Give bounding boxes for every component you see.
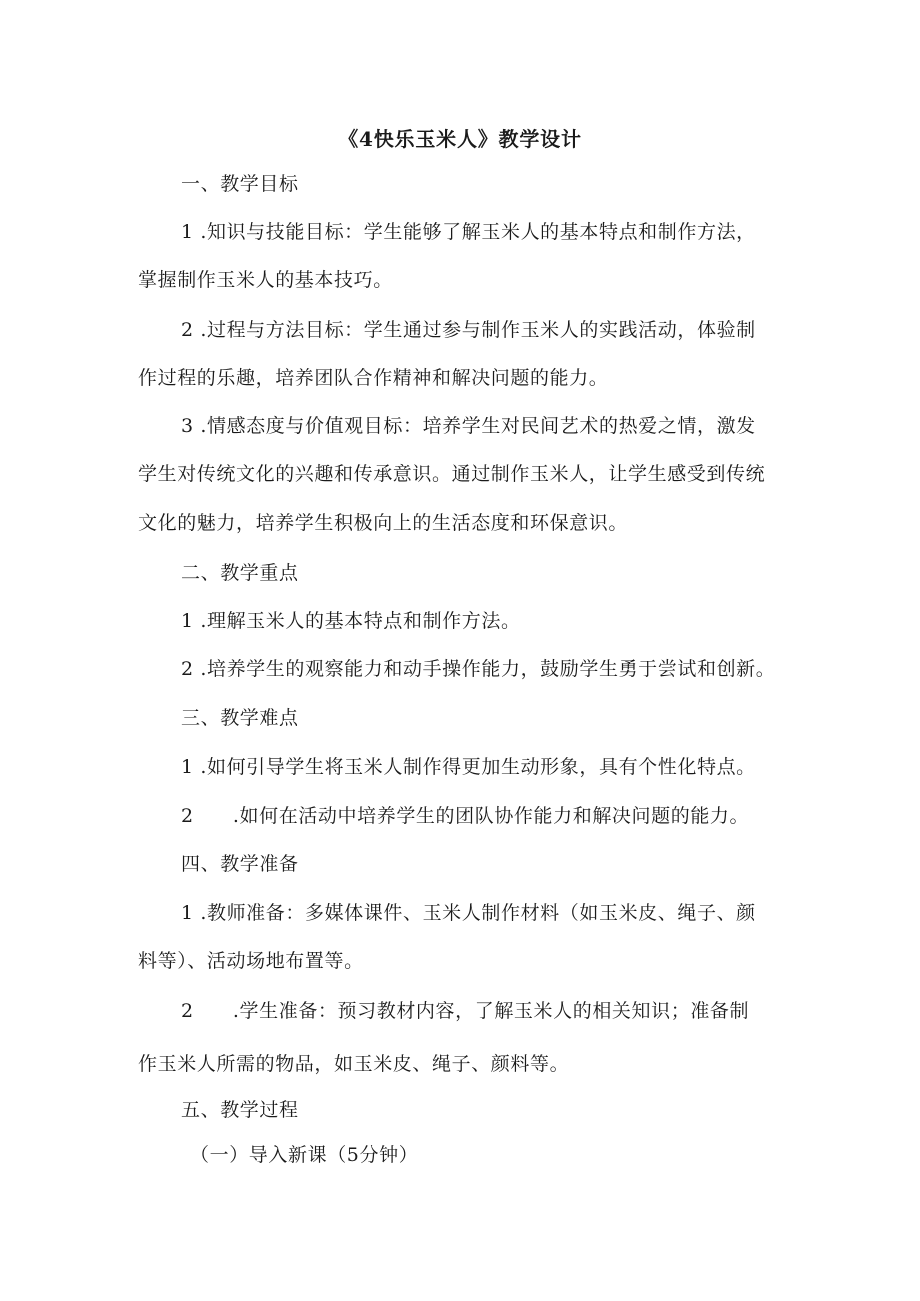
objective-3-line-3: 文化的魅力，培养学生积极向上的生活态度和环保意识。 [138,512,629,534]
difficulty-2: 2 .如何在活动中培养学生的团队协作能力和解决问题的能力。 [181,805,750,827]
key-point-2: 2 .培养学生的观察能力和动手操作能力，鼓励学生勇于尝试和创新。 [181,658,776,680]
section-heading-objectives: 一、教学目标 [181,173,299,195]
objective-2-line-2: 作过程的乐趣，培养团队合作精神和解决问题的能力。 [138,367,609,389]
document-title: 《4快乐玉米人》教学设计 [338,127,582,151]
section-heading-difficulties: 三、教学难点 [181,707,299,729]
preparation-1-line-2: 料等）、活动场地布置等。 [138,950,364,972]
objective-1-line-2: 掌握制作玉米人的基本技巧。 [138,269,393,291]
preparation-2-line-2: 作玉米人所需的物品，如玉米皮、绳子、颜料等。 [138,1053,570,1075]
section-heading-process: 五、教学过程 [181,1099,299,1121]
objective-1-line-1: 1 .知识与技能目标：学生能够了解玉米人的基本特点和制作方法， [181,221,756,243]
key-point-1: 1 .理解玉米人的基本特点和制作方法。 [181,610,521,632]
preparation-2-line-1: 2 .学生准备：预习教材内容，了解玉米人的相关知识；准备制 [181,1000,750,1022]
objective-3-line-2: 学生对传统文化的兴趣和传承意识。通过制作玉米人，让学生感受到传统 [138,463,766,485]
section-heading-preparation: 四、教学准备 [181,853,299,875]
difficulty-1: 1 .如何引导学生将玉米人制作得更加生动形象，具有个性化特点。 [181,756,756,778]
process-subheading-intro: （一）导入新课（5分钟） [190,1144,419,1166]
objective-3-line-1: 3 .情感态度与价值观目标：培养学生对民间艺术的热爱之情，激发 [181,415,756,437]
section-heading-key-points: 二、教学重点 [181,562,299,584]
objective-2-line-1: 2 .过程与方法目标：学生通过参与制作玉米人的实践活动，体验制 [181,319,756,341]
preparation-1-line-1: 1 .教师准备：多媒体课件、玉米人制作材料（如玉米皮、绳子、颜 [181,902,756,924]
